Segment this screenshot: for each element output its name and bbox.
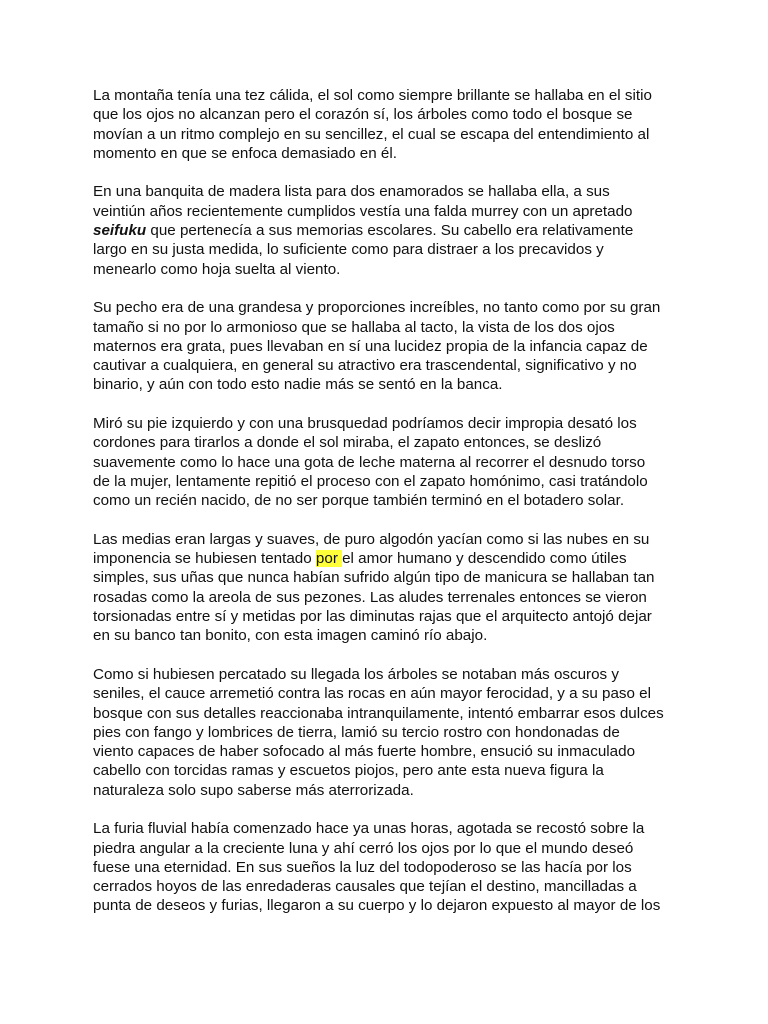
- paragraph-4: Miró su pie izquierdo y con una brusquedad podríamos decir impropia desató los cordones para tirarlos a donde el sol miraba, el zapato entonces, se deslizó suavemente como lo hace una gota de leche materna al recorrer el desnudo torso de la mujer, lentamente repitió el proceso con el zapato homónimo, casi tratándolo como un recién nacido, de no ser porque también terminó en el botadero solar.: [93, 415, 648, 510]
- paragraph-2-part-a: En una banquita de madera lista para dos enamorados se hallaba ella, a sus veintiún años recientemente cumplidos vestía una falda murrey con un apretado: [93, 183, 633, 220]
- paragraph-5: [93, 530, 683, 646]
- paragraph-2-part-b: que pertenecía a sus memorias escolares. Su cabello era relativamente largo en su justa medida, lo suficiente como para distraer a los precavidos y menearlo como hoja suelta al viento.: [93, 222, 634, 278]
- highlighted-word-por: por: [315, 550, 343, 568]
- paragraph-3: Su pecho era de una grandesa y proporciones increíbles, no tanto como por su gran tamaño si no por lo armonioso que se hallaba al tacto, la vista de los dos ojos maternos era grata, pues llevaban en sí una lucidez propia de la infancia capaz de cautivar a cualquiera, en general su atractivo era trascendental, significativo y no binario, y aún con todo esto nadie más se sentó en la banca.: [93, 299, 661, 394]
- paragraph-7: La furia fluvial había comenzado hace ya unas horas, agotada se recostó sobre la piedra angular a la creciente luna y ahí cerró los ojos por lo que el mundo deseó fuese una eternidad. En sus sueños la luz del todopoderoso se las hacía por los cerrados hoyos de las enredaderas causales que tejían el destino, mancilladas a punta de deseos y furias, llegaron a su cuerpo y lo dejaron expuesto al mayor de los: [93, 820, 661, 915]
- paragraph-1: La montaña tenía una tez cálida, el sol como siempre brillante se hallaba en el sitio que los ojos no alcanzan pero el corazón sí, los árboles como todo el bosque se movían a un ritmo complejo en su sencillez, el cual se escapa del entendimiento al momento en que se enfoca demasiado en él.: [93, 87, 652, 162]
- paragraph-2: [93, 182, 683, 278]
- emphasized-word-seifuku: seifuku: [93, 222, 147, 240]
- document-page: [93, 86, 683, 935]
- paragraph-5-part-a: Las medias eran largas y suaves, de puro algodón yacían como si las nubes en su imponencia se hubiesen tentado: [93, 530, 650, 568]
- paragraph-5-part-b: el amor humano y descendido como útiles simples, sus uñas que nunca habían sufrido algún tipo de manicura se hallaban tan rosadas como la areola de sus pezones. Las aludes terrenales entonces se vieron torsionadas entre sí y metidas por las diminutas rajas que el arquitecto antojó dejar en su banco tan bonito, con esta imagen caminó río abajo.: [93, 550, 655, 645]
- paragraph-6: Como si hubiesen percatado su llegada los árboles se notaban más oscuros y seniles, el cauce arremetió contra las rocas en aún mayor ferocidad, y a su paso el bosque con sus detalles reaccionaba intranquilamente, intentó embarrar esos dulces pies con fango y lombrices de tierra, lamió su tercio rostro con hondonadas de viento capaces de haber sofocado al más fuerte hombre, ensució su inmaculado cabello con torcidas ramas y escuetos piojos, pero ante esta nueva figura la naturaleza solo supo saberse más aterrorizada.: [93, 665, 664, 799]
